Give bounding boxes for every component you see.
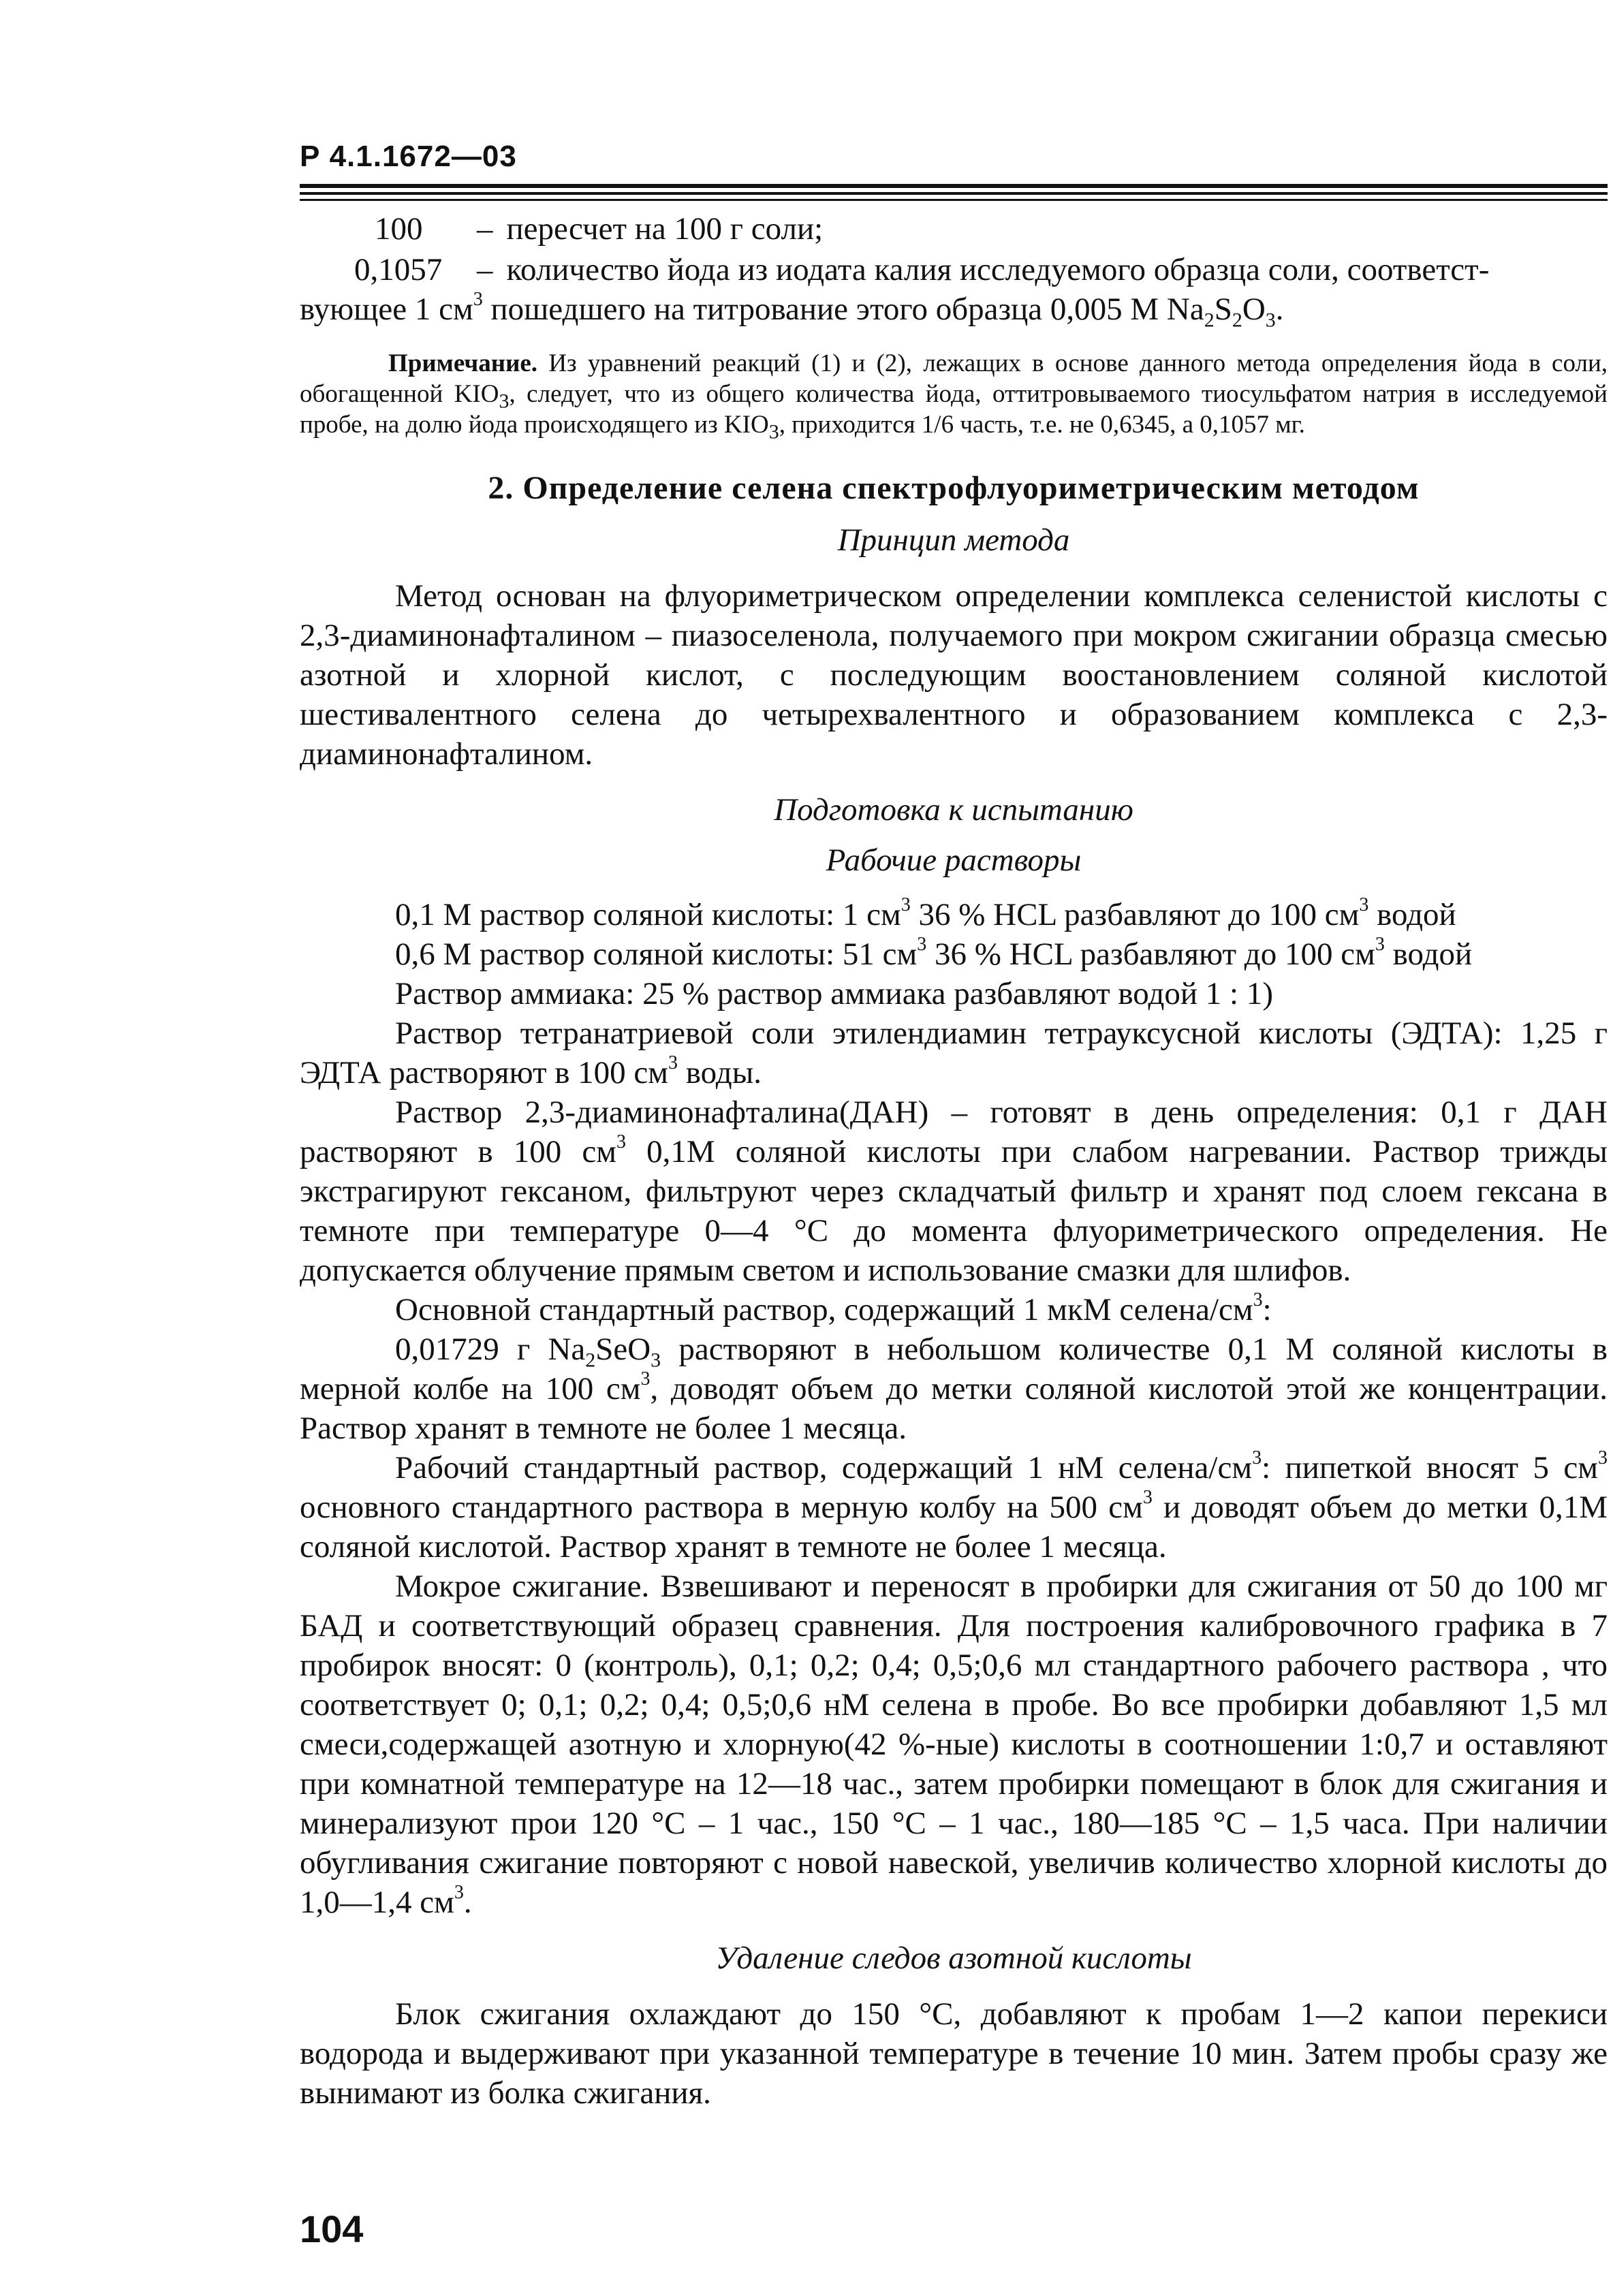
definition-term: 100: [375, 211, 423, 247]
subheading-nitric-removal: Удаление следов азотной кислоты: [715, 1940, 1192, 1976]
solution-paragraph: Раствор 2,3-диаминонафталина(ДАН) – готовят в день определения: 0,1 г ДАН растворяют в 100 $см^3$ 0,1М соляной кислоты при слабом нагревании. Раствор трижды экстрагируют гексаном, фильтруют через складчатый фильтр и хранят под слоем гексана в темноте при температуре 0—4 °С до момента флуориметрического определения. Не допускается облучение прямым светом и использование смазки для шлифов.: [300, 1095, 1608, 1288]
definition-dash: –: [477, 252, 493, 287]
definition-dash: –: [477, 211, 493, 247]
header-rule: [300, 192, 1608, 195]
wet-ashing-paragraph: Мокрое сжигание. Взвешивают и переносят в пробирки для сжигания от 50 до 100 мг БАД и соответствующий образец сравнения. Для построения калибровочного графика в 7 пробирок вносят: 0 (контроль), 0,1; 0,2; 0,4; 0,5;0,6 мл стандартного рабочего раствора , что соответствует 0; 0,1; 0,2; 0,4; 0,5;0,6 нМ селена в пробе. Во все пробирки добавляют 1,5 мл смеси,содержащей азотную и хлорную(42 %-ные) кислоты в соотношении 1:0,7 и оставляют при комнатной температуре на 12—18 час., затем пробирки помещают в блок для сжигания и минерализуют прои 120 °С – 1 час., 150 °С – 1 час., 180—185 °С – 1,5 часа. При наличии обугливания сжигание повторяют с новой навеской, увеличив количество хлорной кислоты до 1,0—1,4 $см^3$.: [300, 1569, 1608, 1920]
definition-term: 0,1057: [354, 252, 443, 287]
section-title: 2. Определение селена спектрофлуориметрическим методом: [488, 470, 1420, 506]
page-number: 104: [300, 2207, 364, 2250]
definition-item: [300, 209, 1608, 249]
note-paragraph: Примечание. Из уравнений реакций (1) и (2), лежащих в основе данного метода определения йода в соли, обогащенной $KIO_3$, следует, что из общего количества йода, оттитровываемого тиосульфатом натрия в исследуемой пробе, на долю йода происходящего из $KIO_3$, приходится 1/6 часть, т.е. не 0,6345, а 0,1057 мг.: [300, 349, 1608, 443]
definition-continuation: вующее 1 $см^3$ пошедшего на титрование этого образца 0,005 М $Na_2S_2O_3$.: [300, 289, 1284, 332]
subheading-solutions: Рабочие растворы: [826, 843, 1082, 878]
solution-paragraph: 0,1 М раствор соляной кислоты: 1 $см^3$ 36 % HCL разбавляют до 100 $см^3$ водой: [395, 894, 1456, 932]
nitric-removal-paragraph: Блок сжигания охлаждают до 150 °С, добавляют к пробам 1—2 капои перекиси водорода и выдерживают при указанной температуре в течение 10 мин. Затем пробы сразу же вынимают из болка сжигания.: [300, 1996, 1608, 2111]
subheading-preparation: Подготовка к испытанию: [774, 792, 1133, 828]
header-rule: [300, 199, 1608, 201]
solution-paragraph: 0,6 М раствор соляной кислоты: 51 $см^3$ 36 % HCL разбавляют до 100 $см^3$ водой: [395, 934, 1473, 972]
definition-item: [300, 250, 1608, 289]
definition-text: количество йода из иодата калия исследуемого образца соли, соответст-: [506, 252, 1490, 287]
solution-paragraph: 0,01729 г $Na_2SeO_3$ растворяют в небольшом количестве 0,1 М соляной кислоты в мерной колбе на 100 $см^3$, доводят объем до метки соляной кислотой этой же концентрации. Раствор хранят в темноте не более 1 месяца.: [300, 1332, 1608, 1446]
solution-paragraph: Раствор тетранатриевой соли этилендиамин тетрауксусной кислоты (ЭДТА): 1,25 г ЭДТА растворяют в 100 $см^3$ воды.: [300, 1016, 1608, 1090]
document-code: Р 4.1.1672—03: [300, 140, 517, 173]
solution-paragraph: Раствор аммиака: 25 % раствор аммиака разбавляют водой 1 : 1): [395, 976, 1273, 1011]
header-rule: [300, 184, 1608, 188]
document-body: [300, 208, 1608, 2113]
definition-text: пересчет на 100 г соли;: [506, 211, 824, 247]
solutions-list: [300, 895, 1608, 1922]
solution-paragraph: Рабочий стандартный раствор, содержащий 1 нМ селена/$см^3$: пипеткой вносят 5 $см^3$ основного стандартного раствора в мерную колбу на 500 $см^3$ и доводят объем до метки 0,1М соляной кислотой. Раствор хранят в темноте не более 1 месяца.: [300, 1447, 1608, 1564]
note-label: Примечание.: [388, 349, 538, 377]
principle-paragraph: Метод основан на флуориметрическом определении комплекса селенистой кислоты с 2,3-диаминонафталином – пиазоселенола, получаемого при мокром сжигании образца смесью азотной и хлорной кислот, с последующим воостановлением соляной кислотой шестивалентного селена до четырехвалентного и образованием комплекса с 2,3-диаминонафталином.: [300, 578, 1608, 772]
subheading-principle: Принцип метода: [837, 522, 1070, 558]
solution-paragraph: Основной стандартный раствор, содержащий 1 мкМ селена/$см^3$:: [395, 1289, 1272, 1327]
